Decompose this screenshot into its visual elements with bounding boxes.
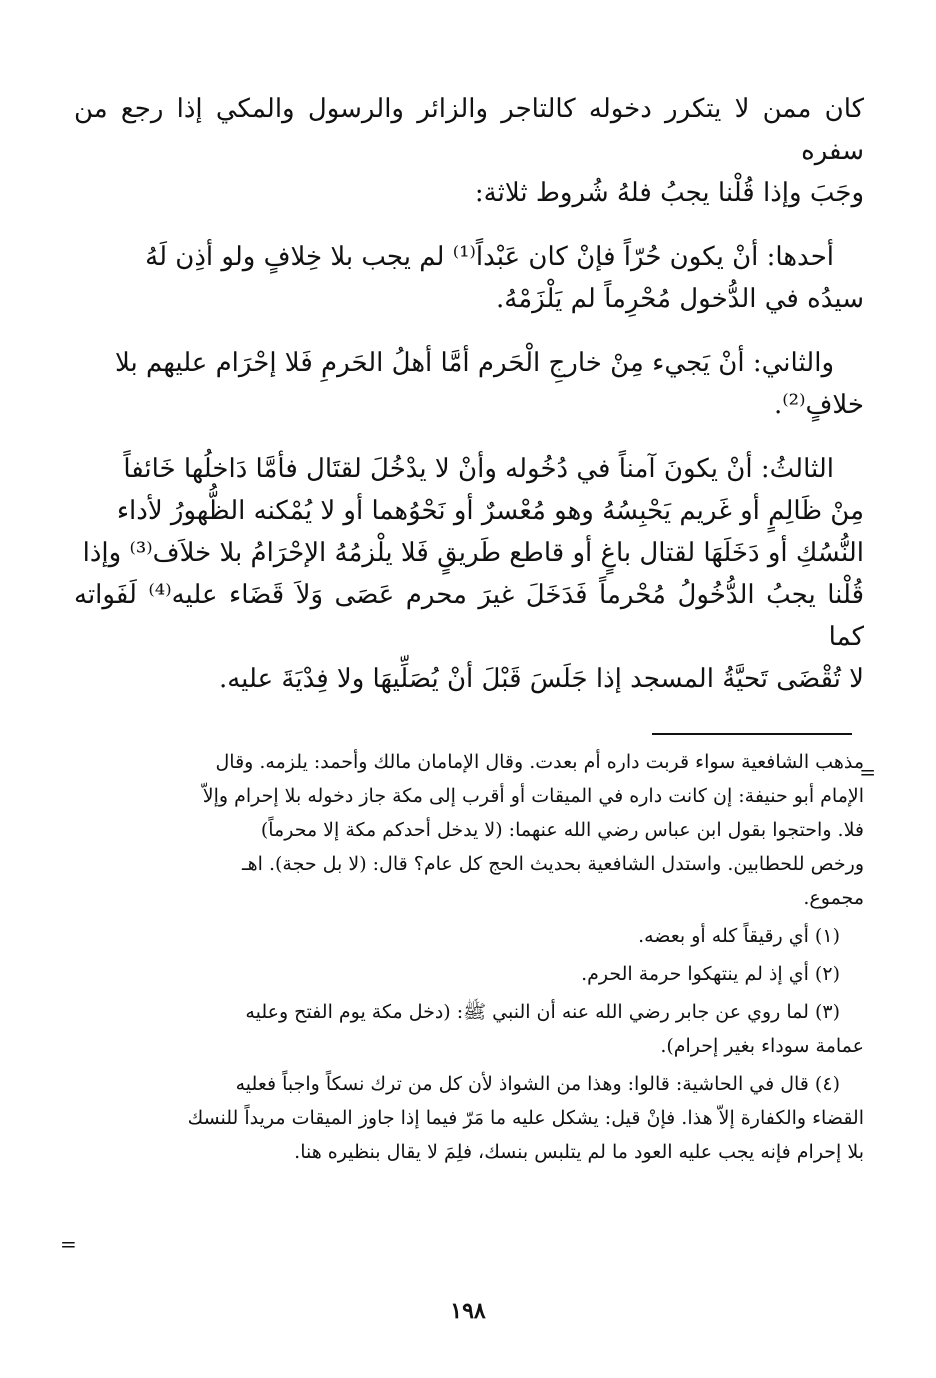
footnote-4: (٤) قال في الحاشية: قالوا: وهذا من الشواذ لأن كل من ترك نسكاً واجباً فعليه القضاء والكفارة إلاّ هذا. فإنْ قيل: يشكل عليه ما مَرّ فيما إذا جاوز الميقات مريداً للنسك بلا إحرام فإنه يجب عليه العود ما لم يتلبس بنسك، فلِمَ لا يقال بنظيره هنا.: [187, 1073, 864, 1163]
continuation-mark-top: =: [859, 760, 876, 784]
footnote-3: (٣) لما روي عن جابر رضي الله عنه أن النبي ﷺ: (دخل مكة يوم الفتح وعليه عمامة سوداء بغير إحرام).: [245, 1001, 864, 1057]
paragraph-condition-three: الثالثُ: أنْ يكونَ آمناً في دُخُوله وأنْ لا يدْخُلَ لقتَال فأمَّا دَاخلُها خَائفاً مِنْ ظَالِمٍ أو غَريم يَحْبِسُهُ وهو مُعْسرٌ أو نَحْوُهما أو لا يُمْكنه الظُّهورُ لأداء النُّسُكِ أو دَخَلَهَا لقتال باغٍ أو قاطع طَريقٍ فَلا يلْزمُهُ الإحْرَامُ بلا خلاَف⁽³⁾ وإذا قُلْنا يجبُ الدُّخُولُ مُحْرماً فَدَخَلَ غيرَ محرم عَصَى وَلاَ قَضَاء عليه⁽⁴⁾ لَفَواته كما لا تُقْضَى تَحيَّةُ المسجد إذا جَلَسَ قَبْلَ أنْ يُصَلِّيهَا ولا فِدْيَةَ عليه.: [74, 454, 864, 694]
paragraph-intro: كان ممن لا يتكرر دخوله كالتاجر والزائر والرسول والمكي إذا رجع من سفره وجَبَ وإذا قُلْنا يجبُ فلهُ شُروط ثلاثة:: [74, 94, 864, 208]
continuation-mark-bottom: =: [60, 1232, 77, 1256]
footnote-continued: مذهب الشافعية سواء قربت داره أم بعدت. وقال الإمامان مالك وأحمد: يلزمه. وقال الإمام أبو حنيفة: إن كانت داره في الميقات أو أقرب إلى مكة جاز دخوله بلا إحرام وإلاّ فلا. واحتجوا بقول ابن عباس رضي الله عنهما: (لا يدخل أحدكم مكة إلا محرماً) ورخص للحطابين. واستدل الشافعية بحديث الحج كل عام؟ قال: (لا بل حجة). اهـ مجموع.: [202, 751, 864, 909]
paragraph-condition-two: والثاني: أنْ يَجيء مِنْ خارجِ الْحَرم أمَّا أهلُ الحَرمِ فَلا إحْرَام عليهم بلا خلافٍ⁽²⁾.: [115, 348, 864, 420]
paragraph-condition-one: أحدها: أنْ يكون حُرّاً فإنْ كان عَبْداً⁽¹⁾ لم يجب بلا خِلافٍ ولو أذِن لَهُ سيدُه في الدُّخول مُحْرِماً لم يَلْزَمْهُ.: [145, 242, 864, 314]
main-text: [74, 88, 864, 722]
footnotes: [74, 745, 864, 1173]
footnote-1: (١) أي رقيقاً كله أو بعضه.: [638, 925, 840, 947]
footnote-2: (٢) أي إذ لم ينتهكوا حرمة الحرم.: [581, 963, 840, 985]
page-number: ١٩٨: [450, 1298, 486, 1324]
footnote-separator: [652, 733, 852, 735]
